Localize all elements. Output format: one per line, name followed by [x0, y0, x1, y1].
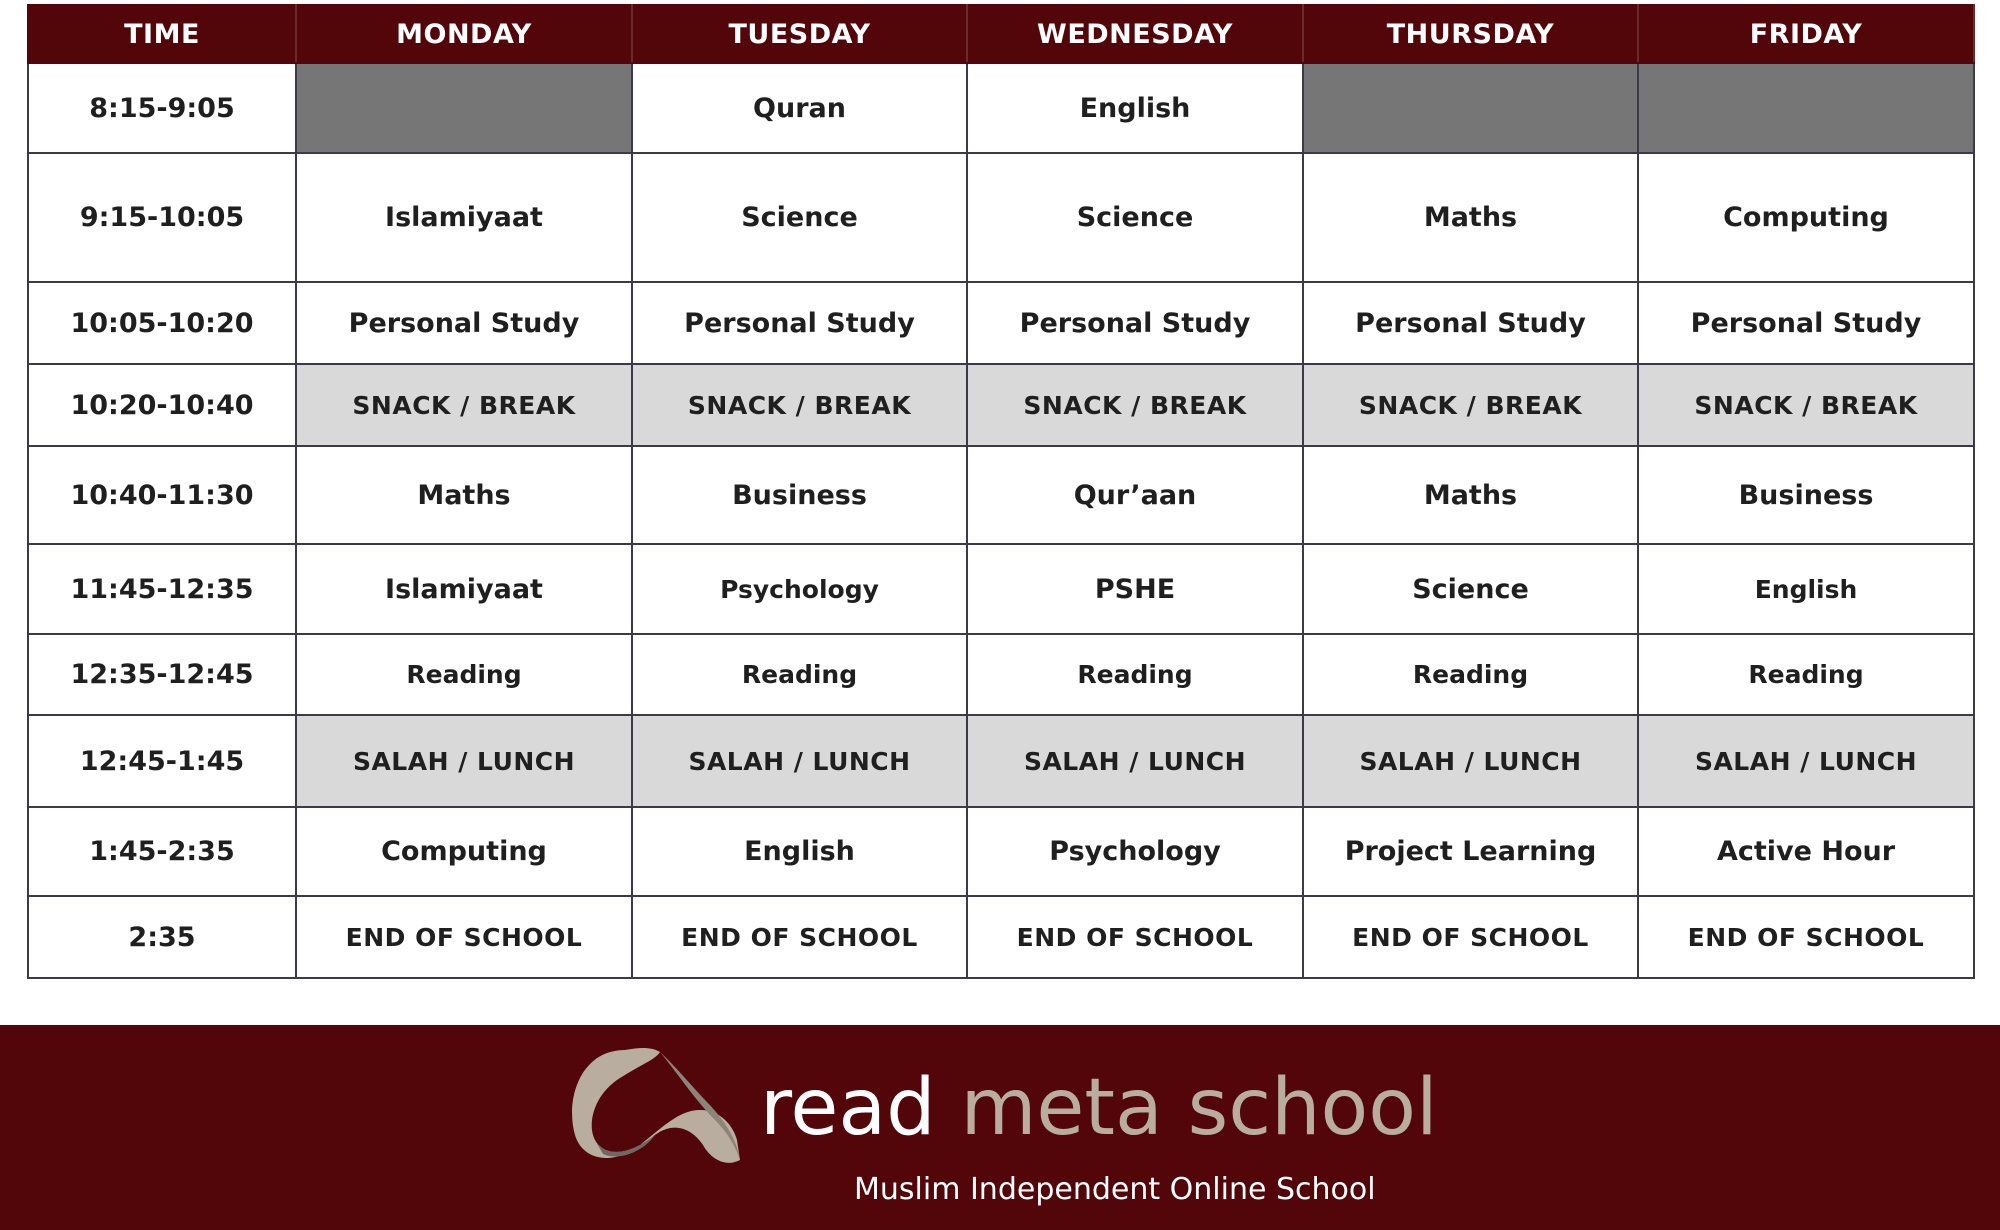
time-cell: 9:15-10:05 — [28, 153, 296, 282]
break-cell: SALAH / LUNCH — [1638, 715, 1974, 807]
table-row — [28, 634, 1974, 715]
lesson-cell: Personal Study — [1638, 282, 1974, 364]
break-cell: SNACK / BREAK — [1303, 364, 1638, 446]
header-tuesday: TUESDAY — [632, 5, 967, 63]
end-of-day-cell: END OF SCHOOL — [1303, 896, 1638, 978]
lesson-cell: Computing — [1638, 153, 1974, 282]
blocked-cell — [1303, 63, 1638, 153]
timetable — [27, 4, 1975, 979]
lesson-cell: Personal Study — [632, 282, 967, 364]
header-wednesday: WEDNESDAY — [967, 5, 1303, 63]
lesson-cell: Computing — [296, 807, 632, 896]
lesson-cell: Quran — [632, 63, 967, 153]
end-of-day-cell: END OF SCHOOL — [967, 896, 1303, 978]
table-row — [28, 153, 1974, 282]
lesson-cell: English — [1638, 544, 1974, 634]
break-cell: SNACK / BREAK — [1638, 364, 1974, 446]
lesson-cell: Reading — [632, 634, 967, 715]
lesson-cell: Islamiyaat — [296, 153, 632, 282]
time-cell: 10:05-10:20 — [28, 282, 296, 364]
break-cell: SALAH / LUNCH — [1303, 715, 1638, 807]
break-cell: SALAH / LUNCH — [967, 715, 1303, 807]
lesson-cell: Personal Study — [967, 282, 1303, 364]
time-cell: 12:45-1:45 — [28, 715, 296, 807]
header-monday: MONDAY — [296, 5, 632, 63]
time-cell: 1:45-2:35 — [28, 807, 296, 896]
lesson-cell: English — [967, 63, 1303, 153]
header-row — [28, 5, 1974, 63]
lesson-cell: Science — [967, 153, 1303, 282]
table-row — [28, 446, 1974, 544]
end-of-day-cell: END OF SCHOOL — [632, 896, 967, 978]
lesson-cell: Psychology — [632, 544, 967, 634]
header-thursday: THURSDAY — [1303, 5, 1638, 63]
brand-tagline: Muslim Independent Online School — [854, 1172, 1376, 1207]
lesson-cell: Maths — [296, 446, 632, 544]
lesson-cell: Personal Study — [296, 282, 632, 364]
end-of-day-cell: END OF SCHOOL — [1638, 896, 1974, 978]
lesson-cell: Science — [1303, 544, 1638, 634]
lesson-cell: Psychology — [967, 807, 1303, 896]
blocked-cell — [1638, 63, 1974, 153]
end-of-day-cell: END OF SCHOOL — [296, 896, 632, 978]
lesson-cell: Maths — [1303, 153, 1638, 282]
lesson-cell: Islamiyaat — [296, 544, 632, 634]
lesson-cell: Science — [632, 153, 967, 282]
time-cell: 12:35-12:45 — [28, 634, 296, 715]
lesson-cell: Project Learning — [1303, 807, 1638, 896]
lesson-cell: Active Hour — [1638, 807, 1974, 896]
lesson-cell: English — [632, 807, 967, 896]
break-cell: SNACK / BREAK — [967, 364, 1303, 446]
break-cell: SALAH / LUNCH — [632, 715, 967, 807]
table-row — [28, 282, 1974, 364]
lesson-cell: Business — [1638, 446, 1974, 544]
break-cell: SNACK / BREAK — [296, 364, 632, 446]
lesson-cell: Reading — [1303, 634, 1638, 715]
lesson-cell: Reading — [1638, 634, 1974, 715]
break-cell: SALAH / LUNCH — [296, 715, 632, 807]
lesson-cell: PSHE — [967, 544, 1303, 634]
lesson-cell: Reading — [296, 634, 632, 715]
time-cell: 10:40-11:30 — [28, 446, 296, 544]
lesson-cell: Business — [632, 446, 967, 544]
table-row — [28, 63, 1974, 153]
infinity-swirl-logo-icon — [565, 1040, 745, 1170]
brand-name — [760, 1063, 1438, 1153]
time-cell: 2:35 — [28, 896, 296, 978]
time-cell: 11:45-12:35 — [28, 544, 296, 634]
time-cell: 8:15-9:05 — [28, 63, 296, 153]
lesson-cell: Personal Study — [1303, 282, 1638, 364]
table-row — [28, 807, 1974, 896]
lesson-cell: Qur’aan — [967, 446, 1303, 544]
table-row — [28, 715, 1974, 807]
blocked-cell — [296, 63, 632, 153]
table-row — [28, 896, 1974, 978]
table-row — [28, 364, 1974, 446]
brand-part-read: read — [760, 1063, 936, 1153]
brand-part-meta-school: meta school — [960, 1063, 1438, 1153]
table-row — [28, 544, 1974, 634]
lesson-cell: Maths — [1303, 446, 1638, 544]
header-time: TIME — [28, 5, 296, 63]
footer-banner — [0, 1025, 2000, 1230]
break-cell: SNACK / BREAK — [632, 364, 967, 446]
lesson-cell: Reading — [967, 634, 1303, 715]
time-cell: 10:20-10:40 — [28, 364, 296, 446]
header-friday: FRIDAY — [1638, 5, 1974, 63]
